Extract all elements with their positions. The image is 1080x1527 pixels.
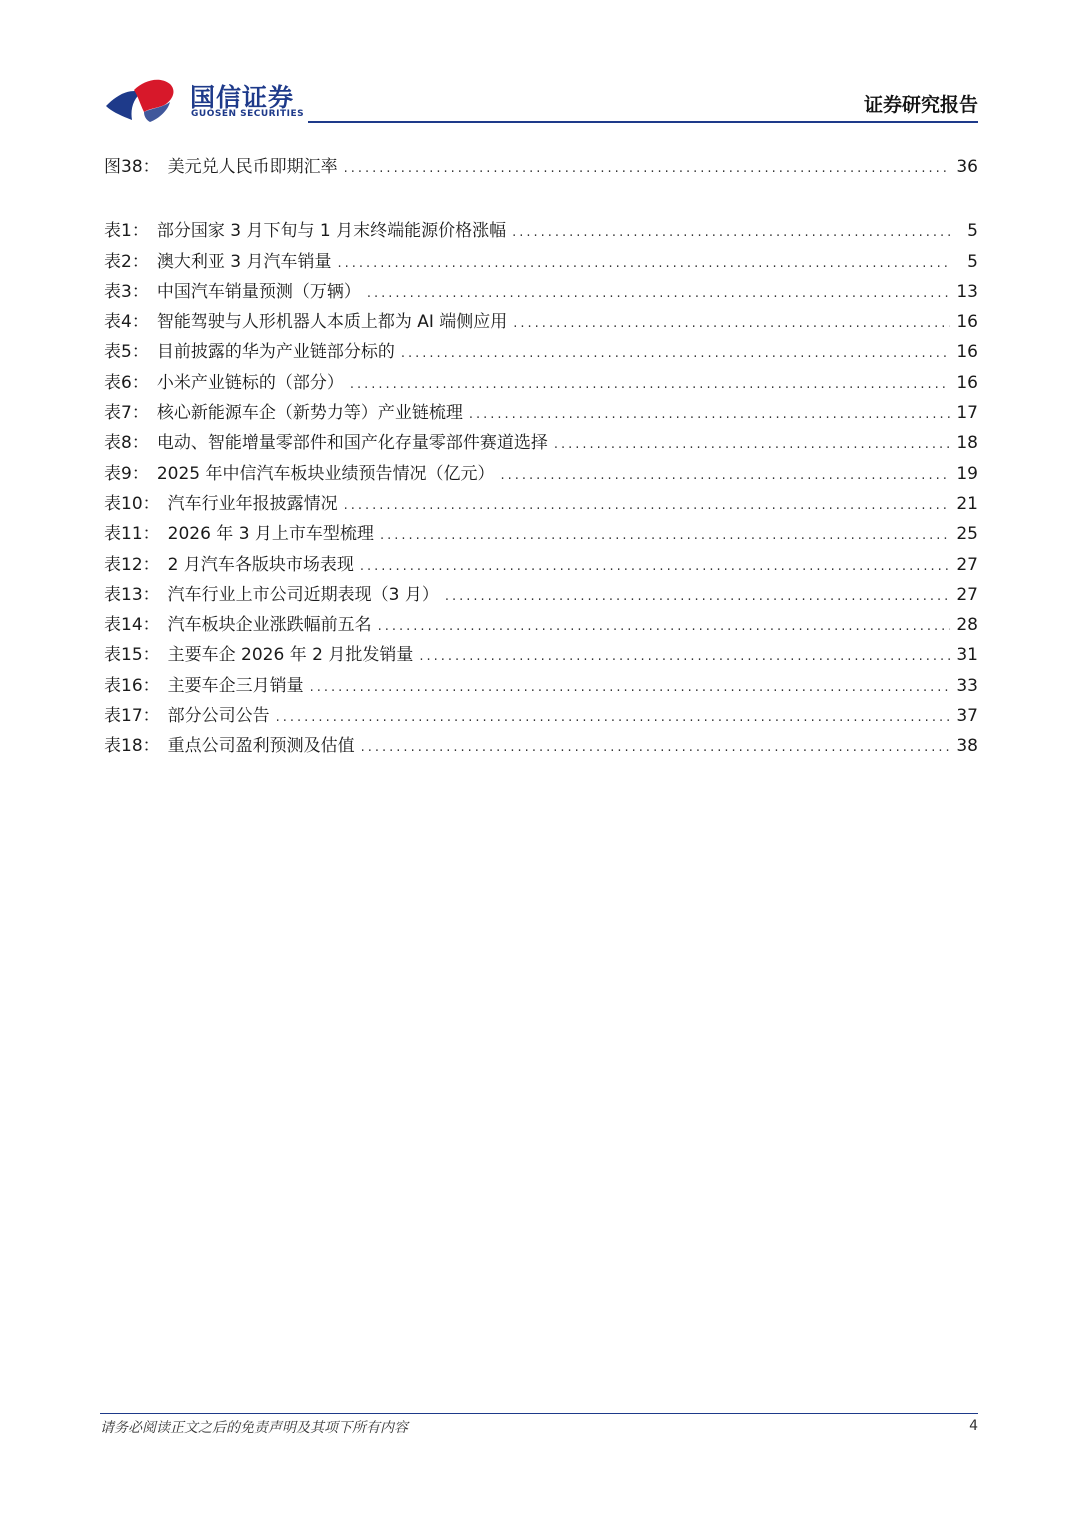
toc-leader-dots	[344, 491, 951, 521]
toc-leader-dots	[501, 461, 951, 491]
toc-leader-dots	[276, 703, 951, 733]
toc-entry-page: 5	[967, 251, 978, 272]
toc-table-entry[interactable]	[104, 640, 978, 670]
toc-table-entry[interactable]	[104, 459, 978, 489]
logo-chinese-name: 国信证券	[190, 83, 295, 112]
toc-entry-title: 小米产业链标的（部分）	[156, 372, 344, 393]
toc-entry-title: 汽车行业年报披露情况	[167, 493, 338, 514]
toc-leader-dots	[554, 430, 951, 460]
toc-leader-dots	[367, 279, 951, 309]
toc-entry-title: 目前披露的华为产业链部分标的	[156, 342, 395, 363]
toc-entry-label: 表18：	[104, 736, 160, 757]
toc-leader-dots	[445, 582, 950, 612]
toc-section-gap	[104, 182, 978, 216]
toc-entry-label: 表17：	[104, 706, 160, 727]
toc-leader-dots	[419, 642, 950, 672]
toc-entry-label: 图38：	[104, 157, 160, 177]
toc-entry-label: 表13：	[104, 584, 160, 605]
toc-entry-label: 表16：	[104, 675, 160, 696]
toc-entry-page: 33	[956, 675, 978, 696]
toc-entry-title: 电动、智能增量零部件和国产化存量零部件赛道选择	[156, 433, 548, 454]
report-type-title: 证券研究报告	[863, 94, 978, 116]
toc-entry-title: 2025 年中信汽车板块业绩预告情况（亿元）	[156, 463, 495, 484]
page-number: 4	[969, 1418, 978, 1434]
toc-entry-label: 表3：	[104, 281, 149, 302]
toc-table-entry[interactable]	[104, 610, 978, 640]
guosen-logo-icon	[104, 76, 188, 126]
footer-divider	[100, 1413, 978, 1414]
logo-english-name: GUOSEN SECURITIES	[191, 109, 305, 119]
toc-entry-page: 36	[956, 157, 978, 177]
toc-table-entry[interactable]	[104, 307, 978, 337]
toc-table-entry[interactable]	[104, 731, 978, 761]
toc-entry-title: 核心新能源车企（新势力等）产业链梳理	[156, 403, 463, 424]
toc-entry-title: 部分国家 3 月下旬与 1 月末终端能源价格涨幅	[156, 221, 507, 242]
toc-entry-label: 表2：	[104, 251, 149, 272]
toc-leader-dots	[337, 249, 952, 279]
toc-entry-title: 主要车企三月销量	[167, 675, 304, 696]
toc-leader-dots	[378, 612, 951, 642]
toc-entry-label: 表6：	[104, 372, 149, 393]
toc-table-entry[interactable]	[104, 428, 978, 458]
toc-entry-page: 21	[956, 493, 978, 514]
toc-table-entry[interactable]	[104, 216, 978, 246]
toc-table-entry[interactable]	[104, 550, 978, 580]
toc-table-entry[interactable]	[104, 337, 978, 367]
toc-leader-dots	[401, 339, 951, 369]
toc-leader-dots	[380, 521, 950, 551]
toc-table-entry[interactable]	[104, 701, 978, 731]
toc-entry-label: 表12：	[104, 554, 160, 575]
toc-entry-title: 智能驾驶与人形机器人本质上都为 AI 端侧应用	[156, 312, 508, 333]
toc-entry-title: 澳大利亚 3 月汽车销量	[156, 251, 332, 272]
toc-entry-label: 表7：	[104, 403, 149, 424]
toc-leader-dots	[360, 552, 950, 582]
toc-entry-page: 19	[956, 463, 978, 484]
toc-entry-page: 5	[967, 221, 978, 242]
toc-table-entry[interactable]	[104, 277, 978, 307]
toc-entry-title: 主要车企 2026 年 2 月批发销量	[167, 645, 414, 666]
page-header	[0, 0, 1080, 130]
table-of-contents	[104, 152, 978, 762]
toc-entry-label: 表15：	[104, 645, 160, 666]
toc-entry-page: 27	[956, 554, 978, 575]
toc-entry-page: 13	[956, 281, 978, 302]
toc-entry-page: 31	[956, 645, 978, 666]
toc-entry-title: 中国汽车销量预测（万辆）	[156, 281, 361, 302]
toc-entry-title: 部分公司公告	[167, 706, 270, 727]
toc-table-entry[interactable]	[104, 398, 978, 428]
toc-entry-page: 16	[956, 372, 978, 393]
toc-entry-title: 美元兑人民币即期汇率	[167, 157, 338, 177]
toc-leader-dots	[513, 309, 950, 339]
guosen-logo	[104, 76, 304, 126]
toc-entry-title: 汽车板块企业涨跌幅前五名	[167, 615, 372, 636]
toc-table-entry[interactable]	[104, 489, 978, 519]
toc-table-entry[interactable]	[104, 368, 978, 398]
toc-entry-page: 17	[956, 403, 978, 424]
header-divider	[308, 121, 978, 123]
footer-disclaimer: 请务必阅读正文之后的免责声明及其项下所有内容	[100, 1420, 408, 1436]
toc-entry-label: 表10：	[104, 493, 160, 514]
toc-table-entry[interactable]	[104, 671, 978, 701]
toc-leader-dots	[344, 154, 951, 184]
toc-entry-page: 28	[956, 615, 978, 636]
toc-entry-label: 表14：	[104, 615, 160, 636]
toc-entry-title: 2 月汽车各版块市场表现	[167, 554, 354, 575]
toc-leader-dots	[469, 400, 951, 430]
toc-table-entry[interactable]	[104, 247, 978, 277]
toc-entry-page: 27	[956, 584, 978, 605]
toc-entry-page: 16	[956, 312, 978, 333]
toc-entry-label: 表1：	[104, 221, 149, 242]
toc-entry-title: 汽车行业上市公司近期表现（3 月）	[167, 584, 439, 605]
toc-entry-page: 16	[956, 342, 978, 363]
toc-entry-label: 表9：	[104, 463, 149, 484]
toc-entry-page: 18	[956, 433, 978, 454]
toc-table-entry[interactable]	[104, 519, 978, 549]
toc-entry-page: 38	[956, 736, 978, 757]
toc-leader-dots	[350, 370, 951, 400]
toc-entry-label: 表8：	[104, 433, 149, 454]
toc-entry-label: 表11：	[104, 524, 160, 545]
toc-entry-label: 表4：	[104, 312, 149, 333]
toc-entry-label: 表5：	[104, 342, 149, 363]
toc-leader-dots	[310, 673, 951, 703]
toc-entry-page: 37	[956, 706, 978, 727]
toc-entry-title: 重点公司盈利预测及估值	[167, 736, 355, 757]
toc-table-entry[interactable]	[104, 580, 978, 610]
toc-leader-dots	[512, 218, 952, 248]
toc-entry-title: 2026 年 3 月上市车型梳理	[167, 524, 374, 545]
toc-figure-entry[interactable]	[104, 152, 978, 182]
toc-entry-page: 25	[956, 524, 978, 545]
toc-leader-dots	[361, 733, 951, 763]
